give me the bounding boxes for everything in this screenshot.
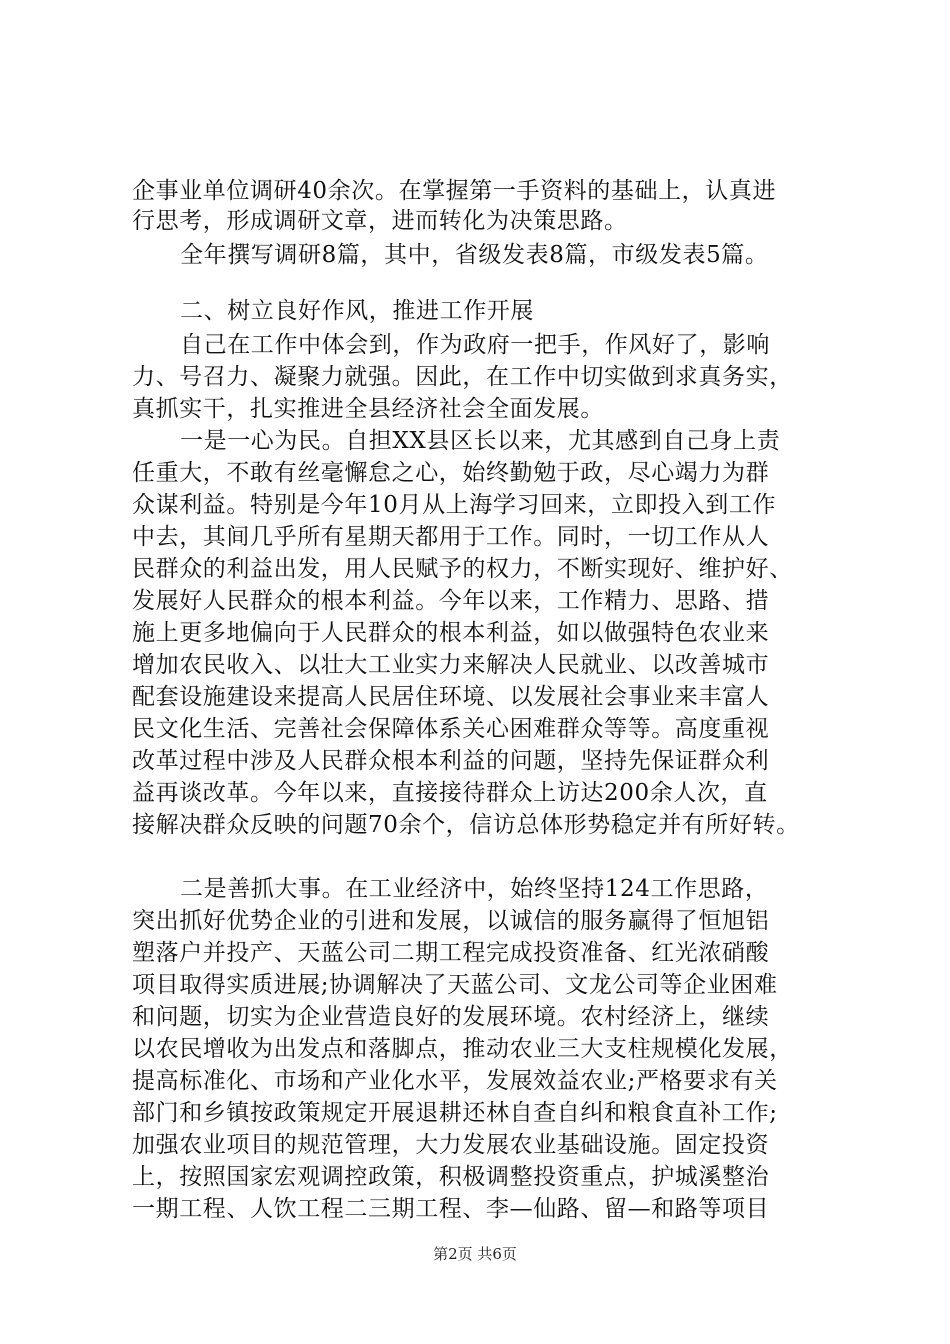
text-line: 一期工程、人饮工程二三期工程、李—仙路、留—和路等项目 [132,1196,770,1222]
text-line: 施上更多地偏向于人民群众的根本利益，如以做强特色农业来 [132,620,770,646]
text-line: 上，按照国家宏观调控政策，积极调整投资重点，护城溪整治 [132,1164,770,1190]
text-line: 和问题，切实为企业营造良好的发展环境。农村经济上，继续 [132,1004,770,1030]
text-line: 加强农业项目的规范管理，大力发展农业基础设施。固定投资 [132,1132,770,1158]
section-heading: 二、树立良好作风，推进工作开展 [180,298,534,324]
text-line: 接解决群众反映的问题70余个，信访总体形势稳定并有所好转。 [132,812,800,838]
text-line: 力、号召力、凝聚力就强。因此，在工作中切实做到求真务实， [132,364,793,390]
text-line: 众谋利益。特别是今年10月从上海学习回来，立即投入到工作 [132,492,777,518]
text-line: 自己在工作中体会到，作为政府一把手，作风好了，影响 [180,332,770,358]
text-line: 增加农民收入、以壮大工业实力来解决人民就业、以改善城市 [132,652,770,678]
text-line: 改革过程中涉及人民群众根本利益的问题，坚持先保证群众利 [132,748,770,774]
text-line: 配套设施建设来提高人民居住环境、以发展社会事业来丰富人 [132,684,770,710]
text-line: 以农民增收为出发点和落脚点，推动农业三大支柱规模化发展， [132,1036,793,1062]
text-line: 民群众的利益出发，用人民赋予的权力，不断实现好、维护好、 [132,556,793,582]
text-line: 民文化生活、完善社会保障体系关心困难群众等等。高度重视 [132,716,770,742]
text-line: 益再谈改革。今年以来，直接接待群众上访达200余人次，直 [132,780,768,806]
text-line: 二是善抓大事。在工业经济中，始终坚持124工作思路， [180,876,769,902]
text-line: 真抓实干，扎实推进全县经济社会全面发展。 [132,396,604,422]
text-line: 行思考，形成调研文章，进而转化为决策思路。 [132,208,628,234]
text-line: 任重大，不敢有丝毫懈怠之心，始终勤勉于政，尽心竭力为群 [132,460,770,486]
text-line: 项目取得实质进展;协调解决了天蓝公司、文龙公司等企业困难 [132,972,778,998]
text-line: 部门和乡镇按政策规定开展退耕还林自查自纠和粮食直补工作; [132,1100,778,1126]
text-line: 突出抓好优势企业的引进和发展，以诚信的服务赢得了恒旭铝 [132,908,770,934]
text-line: 企事业单位调研40余次。在掌握第一手资料的基础上，认真进 [132,178,777,204]
text-line: 提高标准化、市场和产业化水平，发展效益农业;严格要求有关 [132,1068,778,1094]
page-footer: 第2页 共6页 [433,1245,517,1263]
text-line: 全年撰写调研8篇，其中，省级发表8篇，市级发表5篇。 [180,242,769,268]
text-line: 一是一心为民。自担XX县区长以来，尤其感到自己身上责 [180,428,781,454]
text-line: 发展好人民群众的根本利益。今年以来，工作精力、思路、措 [132,588,770,614]
text-line: 中去，其间几乎所有星期天都用于工作。同时，一切工作从人 [132,524,770,550]
text-line: 塑落户并投产、天蓝公司二期工程完成投资准备、红光浓硝酸 [132,940,770,966]
